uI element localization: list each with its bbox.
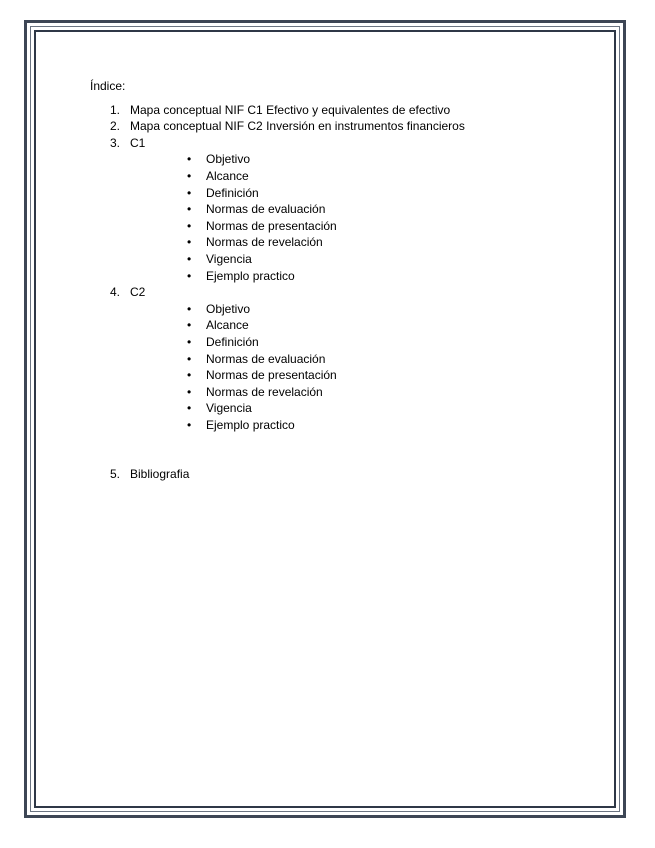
sublist-text: Normas de presentación xyxy=(206,368,337,383)
bullet: • xyxy=(187,401,192,416)
bullet: • xyxy=(187,218,192,233)
list-item xyxy=(90,466,190,483)
index-title: Índice: xyxy=(90,79,126,93)
bullet: • xyxy=(187,301,192,316)
sublist-item xyxy=(90,400,252,417)
bullet: • xyxy=(187,417,192,432)
sublist-text: Vigencia xyxy=(206,251,252,266)
sublist-item xyxy=(90,417,295,434)
bullet: • xyxy=(187,351,192,366)
sublist-text: Definición xyxy=(206,185,259,200)
item-text: C2 xyxy=(130,285,146,300)
sublist-item xyxy=(90,168,249,185)
c1-sublist xyxy=(90,151,337,284)
sublist-text: Normas de revelación xyxy=(206,235,323,250)
sublist-item xyxy=(90,185,259,202)
list-item xyxy=(90,118,465,135)
sublist-text: Ejemplo practico xyxy=(206,417,295,432)
item-number: 2. xyxy=(110,119,121,134)
bullet: • xyxy=(187,384,192,399)
item-text: Bibliografia xyxy=(130,467,190,482)
sublist-item xyxy=(90,351,326,368)
sublist-item xyxy=(90,367,337,384)
bullet: • xyxy=(187,318,192,333)
c2-sublist xyxy=(90,301,337,434)
sublist-item xyxy=(90,301,251,318)
sublist-text: Alcance xyxy=(206,168,249,183)
sublist-item xyxy=(90,251,252,268)
sublist-text: Ejemplo practico xyxy=(206,268,295,283)
item-number: 3. xyxy=(110,135,121,150)
list-item xyxy=(90,102,451,119)
sublist-text: Normas de presentación xyxy=(206,218,337,233)
list-item xyxy=(90,135,146,152)
sublist-item xyxy=(90,201,326,218)
item-text: C1 xyxy=(130,135,146,150)
bullet: • xyxy=(187,251,192,266)
bullet: • xyxy=(187,235,192,250)
sublist-text: Definición xyxy=(206,334,259,349)
spacer xyxy=(90,433,125,466)
sublist-item xyxy=(90,384,323,401)
bullet: • xyxy=(187,334,192,349)
item-number: 5. xyxy=(110,467,121,482)
sublist-item xyxy=(90,218,337,235)
item-number: 1. xyxy=(110,102,121,117)
sublist-item xyxy=(90,234,323,251)
item-text: Mapa conceptual NIF C1 Efectivo y equivalentes de efectivo xyxy=(130,102,451,117)
bullet: • xyxy=(187,202,192,217)
bullet: • xyxy=(187,185,192,200)
item-text: Mapa conceptual NIF C2 Inversión en instrumentos financieros xyxy=(130,119,465,134)
sublist-item xyxy=(90,317,249,334)
sublist-item xyxy=(90,151,251,168)
sublist-text: Alcance xyxy=(206,318,249,333)
sublist-text: Objetivo xyxy=(206,301,251,316)
document-content xyxy=(90,78,465,483)
sublist-text: Normas de revelación xyxy=(206,384,323,399)
sublist-text: Normas de evaluación xyxy=(206,351,326,366)
sublist-item xyxy=(90,334,259,351)
bullet: • xyxy=(187,152,192,167)
bullet: • xyxy=(187,368,192,383)
sublist-text: Objetivo xyxy=(206,152,251,167)
item-number: 4. xyxy=(110,285,121,300)
sublist-text: Vigencia xyxy=(206,401,252,416)
sublist-item xyxy=(90,268,295,285)
sublist-text: Normas de evaluación xyxy=(206,202,326,217)
list-item xyxy=(90,284,146,301)
bullet: • xyxy=(187,168,192,183)
bullet: • xyxy=(187,268,192,283)
